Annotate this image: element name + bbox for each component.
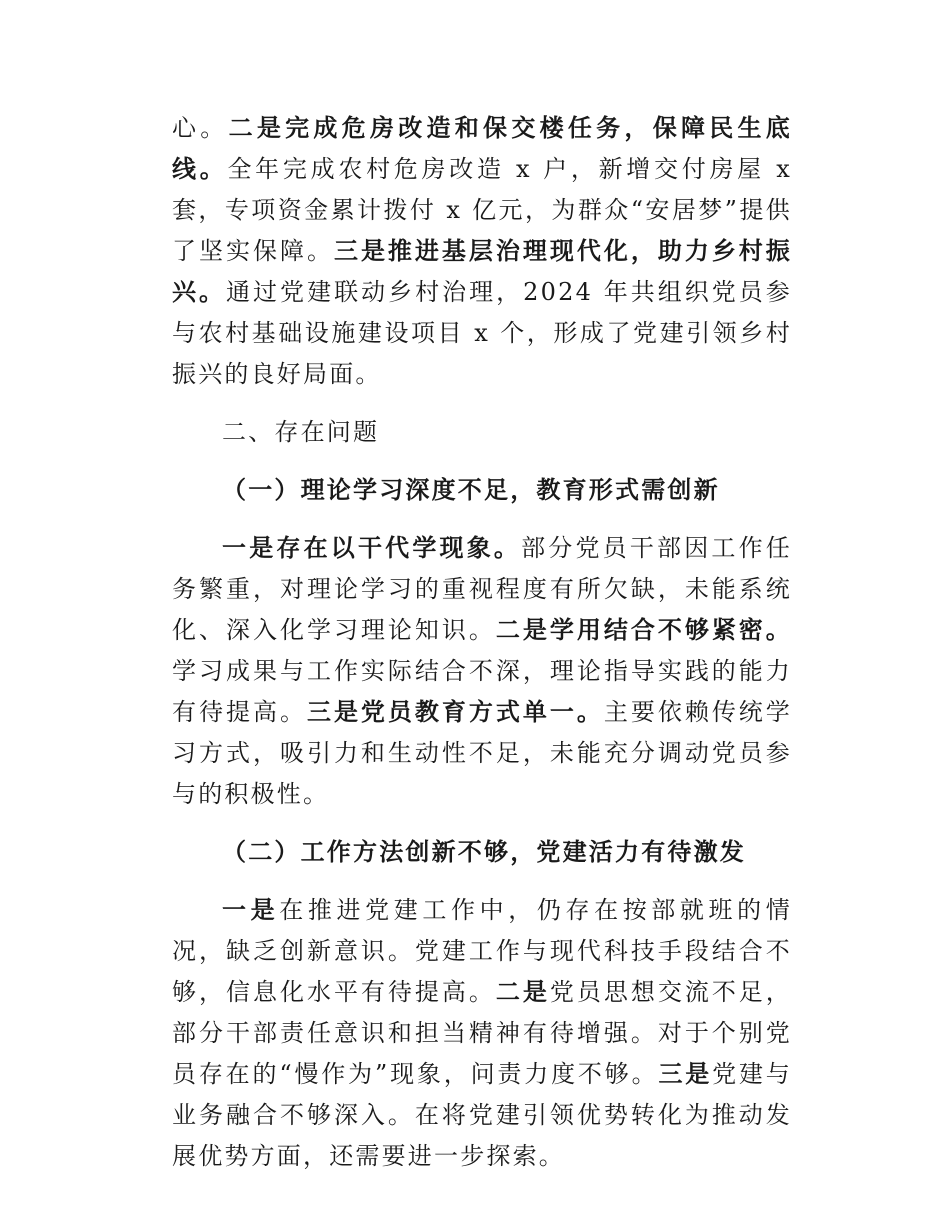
text-run: 心。 <box>172 114 229 142</box>
bold-heading-run: 一是 <box>222 896 280 924</box>
text-run: 学习成果与工作实际结合不深，理论指导实践的能力有待提高。 <box>172 657 792 726</box>
bold-heading-run: 三是党员教育方式单一。 <box>306 698 604 726</box>
document-page <box>172 108 792 1177</box>
section-title: 二、存在问题 <box>222 418 380 446</box>
bold-heading-run: 二是完成危房改造和保交楼任务，保障民生底线。 <box>172 114 793 183</box>
bold-heading-run: 二是学用结合不够紧密。 <box>495 616 792 644</box>
subsection-title-1: （一）理论学习深度不足，教育形式需创新 <box>222 476 720 504</box>
text-run: 在推进党建工作中，仍存在按部就班的情况，缺乏创新意识。党建工作与现代科技手段结合不够，信息化水平有待提高。 <box>172 896 792 1006</box>
paragraph-method-issues <box>172 890 792 1177</box>
text-run: 通过党建联动乡村治理，2024 年共组织党员参与农村基础设施建设项目 x 个，形成了党建引领乡村振兴的良好局面。 <box>172 278 792 388</box>
subsection-title-2: （二）工作方法创新不够，党建活力有待激发 <box>222 838 746 866</box>
text-run: 部分党员干部因工作任务繁重，对理论学习的重视程度有所欠缺，未能系统化、深入化学习理论知识。 <box>172 534 793 644</box>
bold-heading-run: 三是推进基层治理现代化，助力乡村振兴。 <box>172 237 792 306</box>
bold-heading-run: 三是 <box>658 1060 713 1088</box>
paragraph-study-issues <box>172 528 792 815</box>
bold-heading-run: 一是存在以干代学现象。 <box>222 534 522 562</box>
paragraph-achievements <box>172 108 792 395</box>
text-run: 党建与业务融合不够深入。在将党建引领优势转化为推动发展优势方面，还需要进一步探索。 <box>172 1060 792 1170</box>
bold-heading-run: 二是 <box>495 978 550 1006</box>
text-run: 全年完成农村危房改造 x 户，新增交付房屋 x 套，专项资金累计拨付 x 亿元，为群众“安居梦”提供了坚实保障。 <box>172 155 792 265</box>
text-run: 主要依赖传统学习方式，吸引力和生动性不足，未能充分调动党员参与的积极性。 <box>172 698 793 808</box>
text-run: 党员思想交流不足，部分干部责任意识和担当精神有待增强。对于个别党员存在的“慢作为”现象，问责力度不够。 <box>172 978 792 1088</box>
